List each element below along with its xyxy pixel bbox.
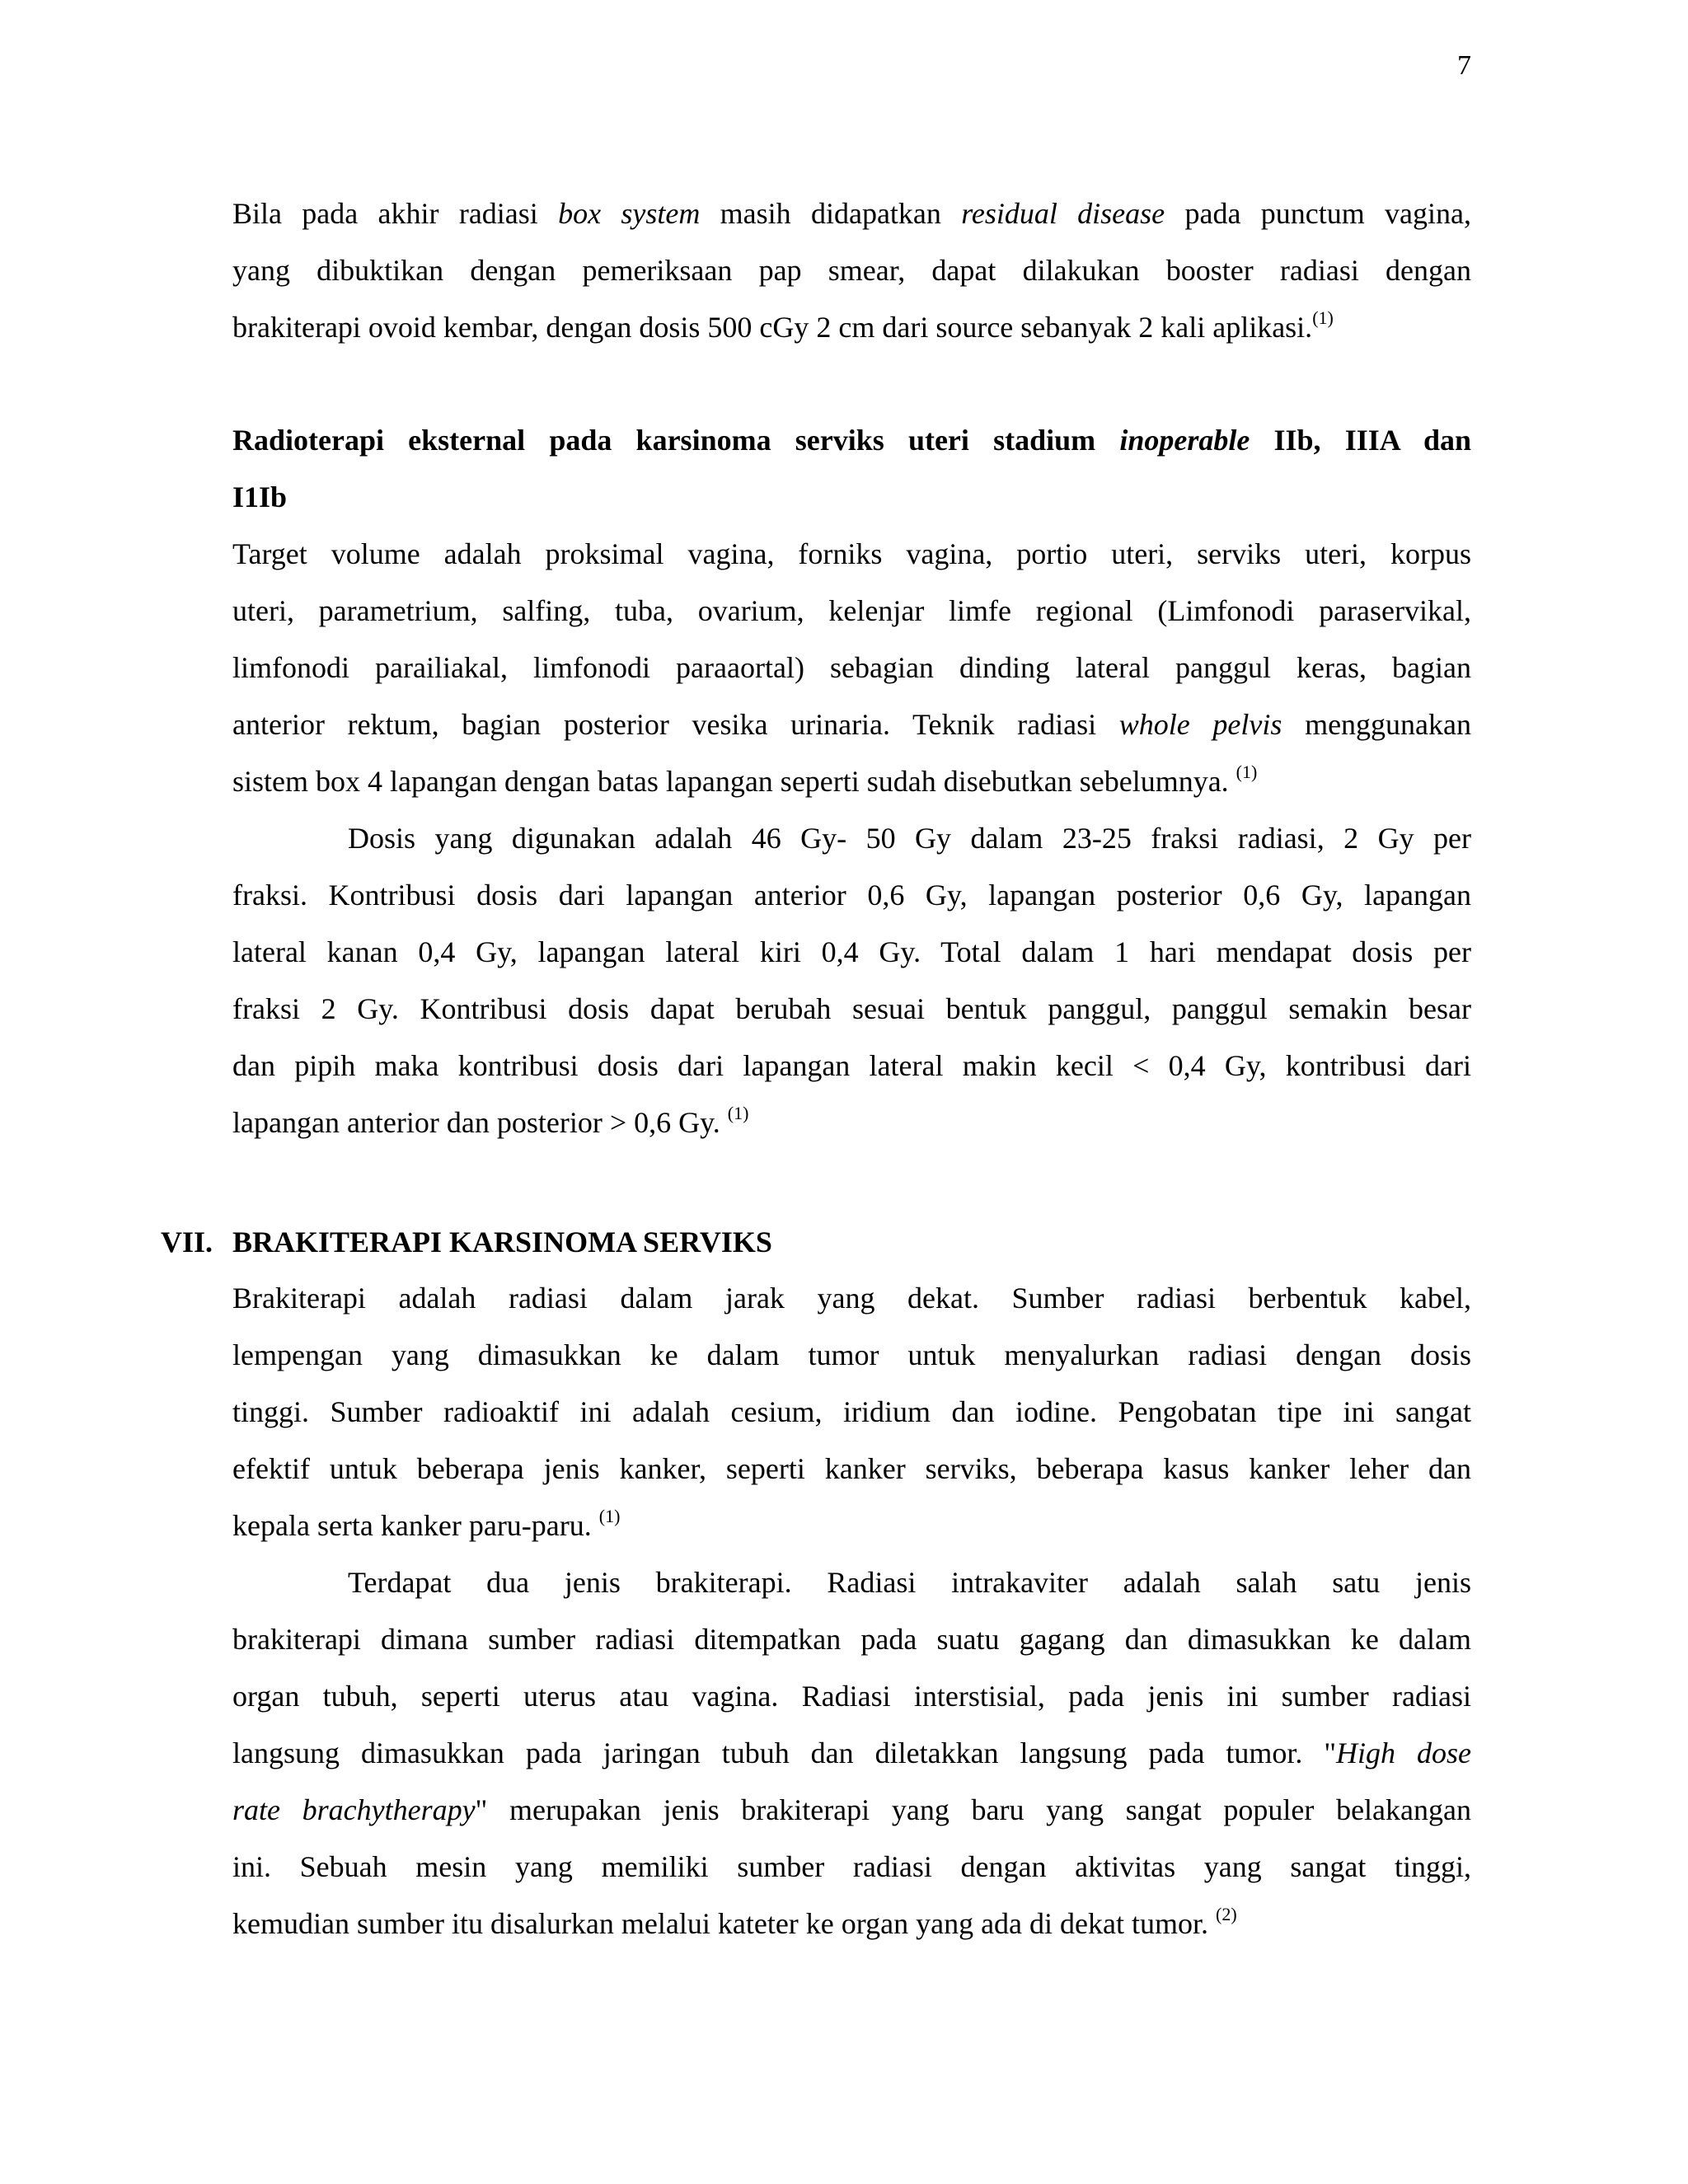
text-line: lapangan anterior dan posterior > 0,6 Gy. $^{(1)}$ <box>232 1103 749 1139</box>
text-line: ini. Sebuah mesin yang memiliki sumber radiasi dengan aktivitas yang sangat tinggi, <box>232 1850 1471 1883</box>
text-line: sistem box 4 lapangan dengan batas lapangan seperti sudah disebutkan sebelumnya. $^{(1)}$ <box>232 762 1258 798</box>
text-line: Target volume adalah proksimal vagina, forniks vagina, portio uteri, serviks uteri, korpus <box>232 537 1471 570</box>
paragraph-brakiterapi <box>232 1270 1471 1554</box>
text-line: tinggi. Sumber radioaktif ini adalah cesium, iridium dan iodine. Pengobatan tipe ini sangat <box>232 1395 1471 1428</box>
text-line: rate brachytherapy" merupakan jenis brakiterapi yang baru yang sangat populer belakangan <box>232 1793 1471 1826</box>
text-line: uteri, parametrium, salfing, tuba, ovarium, kelenjar limfe regional (Limfonodi paraservikal, <box>232 594 1471 627</box>
text-line: langsung dimasukkan pada jaringan tubuh dan diletakkan langsung pada tumor. "High dose <box>232 1736 1471 1769</box>
paragraph-target-volume <box>232 526 1471 810</box>
text-line: limfonodi parailiakal, limfonodi paraaortal) sebagian dinding lateral panggul keras, bagian <box>232 651 1471 684</box>
paragraph-jenis-brakiterapi <box>232 1554 1471 1952</box>
text-line: brakiterapi dimana sumber radiasi ditempatkan pada suatu gagang dan dimasukkan ke dalam <box>232 1623 1471 1656</box>
text-line: kepala serta kanker paru-paru. $^{(1)}$ <box>232 1506 621 1542</box>
citation-ref: (1) <box>1236 762 1258 782</box>
paragraph-booster-radiasi <box>232 185 1471 356</box>
heading-line: Radioterapi eksternal pada karsinoma serviks uteri stadium inoperable IIb, IIIA dan <box>232 424 1472 457</box>
text-line: kemudian sumber itu disalurkan melalui kateter ke organ yang ada di dekat tumor. $^{(2)}$ <box>232 1904 1237 1940</box>
text-line: lateral kanan 0,4 Gy, lapangan lateral kiri 0,4 Gy. Total dalam 1 hari mendapat dosis per <box>232 935 1471 968</box>
section-title: BRAKITERAPI KARSINOMA SERVIKS <box>232 1226 772 1258</box>
citation-ref: (2) <box>1216 1904 1237 1924</box>
text-line: Terdapat dua jenis brakiterapi. Radiasi intrakaviter adalah salah satu jenis <box>348 1566 1471 1599</box>
text-line: fraksi 2 Gy. Kontribusi dosis dapat berubah sesuai bentuk panggul, panggul semakin besar <box>232 992 1471 1025</box>
page-number: 7 <box>1457 50 1471 81</box>
heading-line: I1Ib <box>232 480 288 513</box>
text-line: organ tubuh, seperti uterus atau vagina. Radiasi interstisial, pada jenis ini sumber radiasi <box>232 1680 1471 1713</box>
paragraph-dosis <box>232 810 1471 1151</box>
citation-ref: (1) <box>598 1506 621 1526</box>
text-line: dan pipih maka kontribusi dosis dari lapangan lateral makin kecil < 0,4 Gy, kontribusi dari <box>232 1049 1471 1082</box>
citation-ref: (1) <box>1312 307 1334 328</box>
subheading-radioterapi-eksternal <box>232 412 1471 526</box>
text-line: fraksi. Kontribusi dosis dari lapangan anterior 0,6 Gy, lapangan posterior 0,6 Gy, lapangan <box>232 879 1471 912</box>
text-line: Bila pada akhir radiasi box system masih didapatkan residual disease pada punctum vagina, <box>232 197 1471 230</box>
text-line: Dosis yang digunakan adalah 46 Gy- 50 Gy dalam 23-25 fraksi radiasi, 2 Gy per <box>348 822 1471 855</box>
section-number: VII. <box>161 1226 213 1258</box>
citation-ref: (1) <box>727 1103 749 1123</box>
text-line: efektif untuk beberapa jenis kanker, seperti kanker serviks, beberapa kasus kanker leher dan <box>232 1452 1471 1485</box>
text-line: lempengan yang dimasukkan ke dalam tumor untuk menyalurkan radiasi dengan dosis <box>232 1338 1471 1371</box>
text-line: yang dibuktikan dengan pemeriksaan pap smear, dapat dilakukan booster radiasi dengan <box>232 254 1471 287</box>
text-line: anterior rektum, bagian posterior vesika urinaria. Teknik radiasi whole pelvis menggunakan <box>232 708 1472 741</box>
text-line: Brakiterapi adalah radiasi dalam jarak yang dekat. Sumber radiasi berbentuk kabel, <box>232 1282 1471 1315</box>
text-line: brakiterapi ovoid kembar, dengan dosis 500 cGy 2 cm dari source sebanyak 2 kali aplikasi.$^{(1)}$ <box>232 307 1334 344</box>
